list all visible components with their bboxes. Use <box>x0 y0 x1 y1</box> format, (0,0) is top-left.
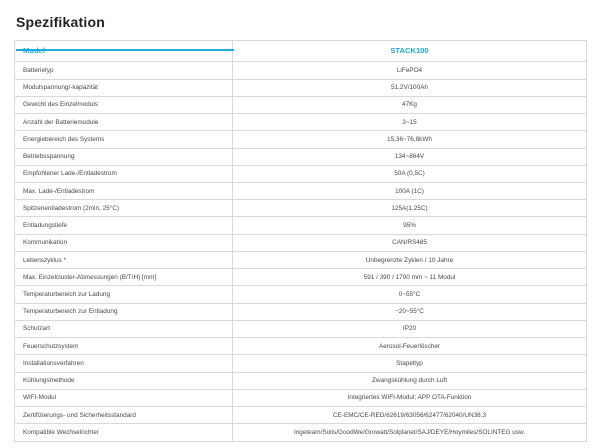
row-label: Schutzart <box>15 320 233 337</box>
table-row <box>15 234 587 251</box>
row-value: LiFePO4 <box>233 62 587 79</box>
table-row <box>15 251 587 268</box>
table-row <box>15 320 587 337</box>
header-accent-underline <box>16 49 234 51</box>
row-value: 15,36~76,8kWh <box>233 131 587 148</box>
row-value: 3~15 <box>233 114 587 131</box>
row-value: −20~55°C <box>233 303 587 320</box>
page-title: Spezifikation <box>16 14 105 30</box>
row-value: CAN/RS485 <box>233 234 587 251</box>
row-label: Gewicht des Einzelmoduls <box>15 96 233 113</box>
row-value: Zwangskühlung durch Luft <box>233 372 587 389</box>
row-label: Lebenszyklus * <box>15 251 233 268</box>
row-label: Max. Lade-/Entladestrom <box>15 182 233 199</box>
row-label: Betriebsspannung <box>15 148 233 165</box>
row-value: 50A (0,5C) <box>233 165 587 182</box>
table-row <box>15 200 587 217</box>
row-value: Stapeltyp <box>233 355 587 372</box>
row-value: 591 / 390 / 1700 mm ~ 11 Modul <box>233 269 587 286</box>
row-value: Aerosol-Feuerlöscher <box>233 338 587 355</box>
table-row <box>15 407 587 424</box>
table-head <box>15 41 587 62</box>
row-value: 95% <box>233 217 587 234</box>
specification-table <box>14 40 587 442</box>
table-row <box>15 131 587 148</box>
table-row <box>15 355 587 372</box>
row-value: 51,2V/100Ah <box>233 79 587 96</box>
table-row <box>15 217 587 234</box>
row-label: Installationsverfahren <box>15 355 233 372</box>
row-label: Anzahl der Batteriemodule <box>15 114 233 131</box>
column-header-value: STACK100 <box>233 41 587 62</box>
table-row <box>15 303 587 320</box>
table-row <box>15 182 587 199</box>
row-value: Ingeteam/Solis/GoodWe/Growatt/Solplanet/SAJ/DEYE/Hoymiles/SOLINTEG usw. <box>233 424 587 441</box>
table-row <box>15 389 587 406</box>
row-value: 0~55°C <box>233 286 587 303</box>
table-row <box>15 286 587 303</box>
row-label: Feuerschutzsystem <box>15 338 233 355</box>
row-value: 134~864V <box>233 148 587 165</box>
table-row <box>15 338 587 355</box>
table-body <box>15 62 587 441</box>
table-row <box>15 62 587 79</box>
table-row <box>15 148 587 165</box>
table-row <box>15 424 587 441</box>
row-label: Kompatible Wechselrichter <box>15 424 233 441</box>
row-label: WIFI-Modul <box>15 389 233 406</box>
row-value: Unbegrenzte Zyklen / 10 Jahre <box>233 251 587 268</box>
row-label: Batterietyp <box>15 62 233 79</box>
row-value: 125A(1,25C) <box>233 200 587 217</box>
row-value: IP20 <box>233 320 587 337</box>
row-label: Kommunikation <box>15 234 233 251</box>
row-value: 100A (1C) <box>233 182 587 199</box>
table-row <box>15 165 587 182</box>
row-label: Temperaturbereich zur Entladung <box>15 303 233 320</box>
table-row <box>15 79 587 96</box>
row-label: Max. Einzelcluster-Abmessungen (B/T/H) [mm] <box>15 269 233 286</box>
row-label: Spitzenentladestrom (2min, 25°C) <box>15 200 233 217</box>
row-value: Integriertes WIFI-Modul; APP OTA-Funktion <box>233 389 587 406</box>
column-header-model <box>15 41 233 62</box>
row-label: Empfohlener Lade-/Entladestrom <box>15 165 233 182</box>
row-label: Modulspannung/-kapazität <box>15 79 233 96</box>
row-label: Zertifizierungs- und Sicherheitsstandard <box>15 407 233 424</box>
row-label: Entladungstiefe <box>15 217 233 234</box>
row-label: Kühlungsmethode <box>15 372 233 389</box>
table-row <box>15 114 587 131</box>
table-row <box>15 372 587 389</box>
table-header-row <box>15 41 587 62</box>
row-value: 47Kg <box>233 96 587 113</box>
row-label: Temperaturbereich zur Ladung <box>15 286 233 303</box>
table-row <box>15 96 587 113</box>
row-value: CE-EMC/CE-RED/62619/63056/62477/62040/UN38.3 <box>233 407 587 424</box>
row-label: Energiebereich des Systems <box>15 131 233 148</box>
table-row <box>15 269 587 286</box>
